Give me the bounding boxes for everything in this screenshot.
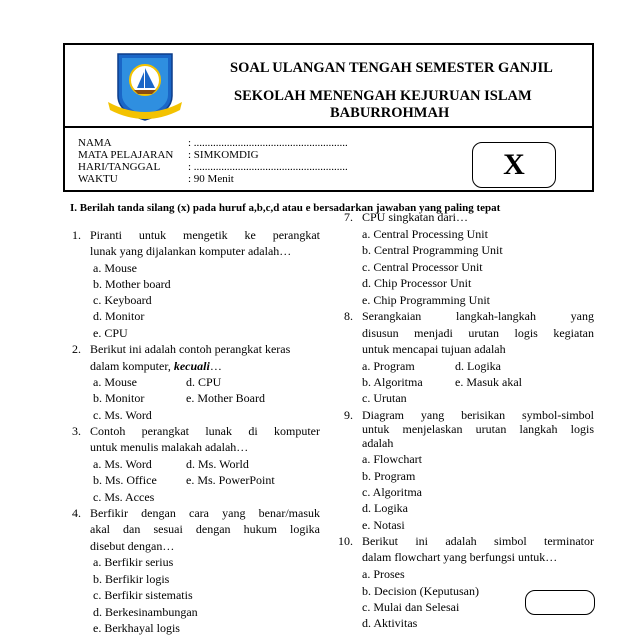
question-4-line3: disebut dengan… bbox=[90, 539, 175, 553]
option[interactable]: d. Berkesinambungan bbox=[93, 605, 198, 619]
question-8-line2: disusun menjadi urutan logis kegiatan bbox=[362, 326, 594, 340]
option[interactable]: c. Mulai dan Selesai bbox=[362, 600, 460, 614]
option[interactable]: c. Ms. Word bbox=[93, 408, 152, 422]
option[interactable]: a. Central Processing Unit bbox=[362, 227, 488, 241]
question-number: 1. bbox=[72, 228, 81, 242]
option[interactable]: d. Aktivitas bbox=[362, 616, 418, 630]
info-label: WAKTU bbox=[78, 173, 118, 185]
info-label: MATA PELAJARAN bbox=[78, 149, 174, 161]
option[interactable]: c. Central Processor Unit bbox=[362, 260, 483, 274]
option[interactable]: d. Logika bbox=[455, 359, 501, 373]
option[interactable]: e. CPU bbox=[93, 326, 128, 340]
question-9-line2: untuk menjelaskan urutan langkah logis bbox=[362, 422, 594, 436]
exam-title: SOAL ULANGAN TENGAH SEMESTER GANJIL bbox=[230, 60, 553, 76]
option[interactable]: d. Ms. World bbox=[186, 457, 249, 471]
question-10-line1: 10. Berikut ini adalah simbol terminator bbox=[338, 534, 594, 548]
class-mark-box: X bbox=[472, 142, 556, 188]
option[interactable]: e. Berkhayal logis bbox=[93, 621, 180, 635]
option[interactable]: d. CPU bbox=[186, 375, 222, 389]
option[interactable]: b. Berfikir logis bbox=[93, 572, 170, 586]
option[interactable]: e. Chip Programming Unit bbox=[362, 293, 490, 307]
option[interactable]: e. Notasi bbox=[362, 518, 405, 532]
option[interactable]: e. Mother Board bbox=[186, 391, 265, 405]
emphasis-text: kecuali bbox=[173, 359, 210, 373]
option[interactable]: c. Berfikir sistematis bbox=[93, 588, 193, 602]
option[interactable]: a. Berfikir serius bbox=[93, 555, 174, 569]
question-8-line3: untuk mencapai tujuan adalah bbox=[362, 342, 506, 356]
question-10-line2: dalam flowchart yang berfungsi untuk… bbox=[362, 550, 558, 564]
info-label: NAMA bbox=[78, 137, 112, 149]
school-name-line1: SEKOLAH MENENGAH KEJURUAN ISLAM bbox=[234, 88, 532, 104]
option[interactable]: d. Chip Processor Unit bbox=[362, 276, 472, 290]
option[interactable]: a. Flowchart bbox=[362, 452, 422, 466]
question-2-line1: 2. Berikut ini adalah contoh perangkat keras bbox=[72, 342, 291, 356]
question-9-line1: 9. Diagram yang berisikan symbol-simbol bbox=[344, 408, 594, 422]
info-value: : 90 Menit bbox=[188, 173, 234, 185]
option[interactable]: c. Urutan bbox=[362, 391, 407, 405]
question-8-line1: 8. Serangkaian langkah-langkah yang bbox=[344, 309, 594, 323]
question-number: 3. bbox=[72, 424, 81, 438]
question-number: 2. bbox=[72, 342, 81, 356]
option[interactable]: c. Ms. Acces bbox=[93, 490, 155, 504]
option[interactable]: e. Masuk akal bbox=[455, 375, 522, 389]
question-number: 7. bbox=[344, 210, 353, 224]
question-4-line1: 4. Berfikir dengan cara yang benar/masuk bbox=[72, 506, 320, 520]
question-3-line1: 3. Contoh perangkat lunak di komputer bbox=[72, 424, 320, 438]
question-2-line2: dalam komputer, kecuali… bbox=[90, 359, 222, 373]
option[interactable]: b. Decision (Keputusan) bbox=[362, 584, 479, 598]
option[interactable]: b. Program bbox=[362, 469, 416, 483]
question-1-line1: 1. Piranti untuk mengetik ke perangkat bbox=[72, 228, 320, 242]
question-number: 10. bbox=[338, 534, 353, 548]
option[interactable]: a. Proses bbox=[362, 567, 405, 581]
question-3-line2: untuk menulis malakah adalah… bbox=[90, 440, 249, 454]
info-label: HARI/TANGGAL bbox=[78, 161, 161, 173]
option[interactable]: b. Mother board bbox=[93, 277, 171, 291]
instruction-text: I. Berilah tanda silang (x) pada huruf a,b,c,d atau e bersadarkan jawaban yang paling tepat bbox=[70, 202, 501, 214]
question-4-line2: akal dan sesuai dengan hukum logika bbox=[90, 522, 320, 536]
option[interactable]: a. Mouse bbox=[93, 375, 137, 389]
option[interactable]: d. Logika bbox=[362, 501, 408, 515]
question-number: 4. bbox=[72, 506, 81, 520]
option[interactable]: a. Mouse bbox=[93, 261, 137, 275]
option[interactable]: a. Program bbox=[362, 359, 415, 373]
info-value: : ........................................................ bbox=[188, 161, 348, 173]
info-value: : ........................................................ bbox=[188, 137, 348, 149]
school-name-line2: BABURROHMAH bbox=[330, 105, 450, 121]
option[interactable]: e. Ms. PowerPoint bbox=[186, 473, 275, 487]
question-9-line3: adalah bbox=[362, 436, 394, 450]
option[interactable]: b. Algoritma bbox=[362, 375, 423, 389]
option[interactable]: c. Keyboard bbox=[93, 293, 152, 307]
page-number-box bbox=[525, 590, 595, 615]
question-number: 8. bbox=[344, 309, 353, 323]
option[interactable]: b. Monitor bbox=[93, 391, 145, 405]
question-1-line2: lunak yang dijalankan komputer adalah… bbox=[90, 244, 292, 258]
info-value: : SIMKOMDIG bbox=[188, 149, 259, 161]
option[interactable]: d. Monitor bbox=[93, 309, 145, 323]
question-number: 9. bbox=[344, 408, 353, 422]
school-logo-icon bbox=[100, 50, 190, 122]
option[interactable]: b. Central Programming Unit bbox=[362, 243, 503, 257]
question-7-line1: 7. CPU singkatan dari… bbox=[344, 210, 468, 224]
option[interactable]: c. Algoritma bbox=[362, 485, 422, 499]
option[interactable]: a. Ms. Word bbox=[93, 457, 152, 471]
option[interactable]: b. Ms. Office bbox=[93, 473, 157, 487]
